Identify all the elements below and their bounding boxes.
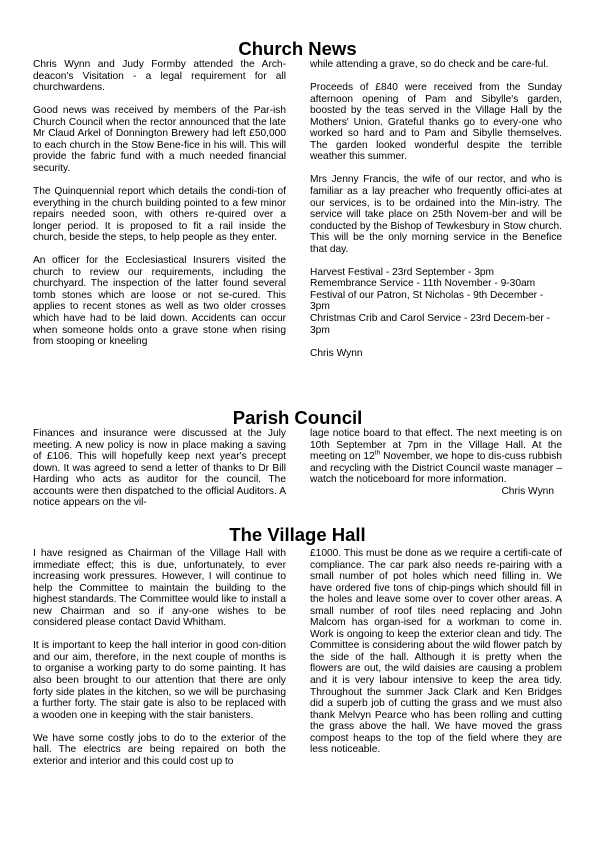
parish-council-signature: Chris Wynn: [501, 485, 554, 497]
village-hall-paragraph: I have resigned as Chairman of the Village Hall with immediate effect; this is due, unfortunately, to ever increasing work pressures. However, I will continue to help the Committee to maintain the building to the highest standards. The Committee would like to install a new Chairman and so if any-one wishes to be considered please contact David Whitham.: [33, 548, 286, 629]
village-hall-paragraph: £1000. This must be done as we require a certifi-cate of compliance. The car park also needs re-pairing with a small number of pot holes which need filling in. We have ordered five tons of chip-pings which should fill in the holes and leave some over to cover other areas. A small number of roof tiles need replacing and John Malcom has organ-ised for a workman to come in. Work is ongoing to keep the exterior clean and tidy. The Committee is considering about the wild flower patch by the side of the hall. Although it is pretty when the flowers are out, the wild daisies are causing a problem and it is very labour intensive to keep the area tidy. Throughout the summer Jack Clark and Ken Bridges did a superb job of cutting the grass and we must also thank Melvyn Pearce who has been rolling and cutting the grass above the hall. We have moved the grass compost heaps to the top of the field where they are less noticeable.: [310, 548, 562, 756]
parish-council-text: lage notice board to that effect. The next meeting is on 10th September at 7pm in the Village Hall. At the meeting on 12: [310, 428, 562, 463]
church-news-paragraph: Proceeds of £840 were received from the Sunday afternoon opening of Pam and Sibylle's garden, boosted by the teas served in the Village Hall by the Mothers' Union. Grateful thanks go to every-one who worked so hard and to Pam and Sibylle themselves. The garden looked wonderful despite the terrible weather this summer.: [310, 82, 562, 163]
schedule-item: Christmas Crib and Carol Service - 23rd Decem-ber - 3pm: [310, 313, 551, 336]
church-news-paragraph: An officer for the Ecclesiastical Insurers visited the church to review our requirements, including the churchyard. The inspection of the latter found several tomb stones which are loose or not se-cured. This applies to recent stones as well as two older crosses which have had to be laid down. Accidents can occur when someone holds onto a grave stone when rising from stooping or kneeling: [33, 255, 286, 348]
village-hall-paragraph: It is important to keep the hall interior in good con-dition and our aim, therefore, in the next couple of months is to organise a working party to do some painting. It has also been brought to our attention that there are only forty side plates in the kitchen, so we will be purchasing a further forty. The stair gate is also to be replaced with a wooden one in keeping with the stair banisters.: [33, 640, 286, 721]
parish-council-heading: Parish Council: [232, 407, 363, 428]
village-hall-right-column: [310, 548, 562, 756]
church-news-left-column: [33, 59, 286, 348]
church-news-paragraph: Chris Wynn and Judy Formby attended the Arch-deacon's Visitation - a legal requirement for all churchwardens.: [33, 59, 286, 94]
parish-council-paragraph: Finances and insurance were discussed at the July meeting. A new policy is now in place making a saving of £106. This will hopefully keep next year's precept down. It was agreed to send a letter of thanks to Dr Bill Harding who acts as auditor for the council. The accounts were then dispatched to the official Auditors. A notice appears on the vil-: [33, 428, 286, 509]
schedule-item: Harvest Festival - 23rd September - 3pm: [310, 266, 495, 278]
parish-council-right-column: [310, 428, 562, 497]
parish-council-text: November, we hope to dis-cuss rubbish and recycling with the District Council waste manager – watch the noticeboard for more information.: [310, 451, 563, 486]
church-news-paragraph: Mrs Jenny Francis, the wife of our rector, and who is familiar as a lay preacher who frequently offici-ates at our services, is to be ordained into the Min-istry. The service will take place on 25th Novem-ber and will be conducted by the Bishop of Tewkesbury in Stow church. This will be the only morning service in the Benefice that day.: [310, 174, 562, 255]
ordinal-suffix: th: [374, 449, 381, 457]
village-hall-heading: The Village Hall: [229, 524, 366, 545]
church-news-right-column: [310, 59, 562, 359]
church-news-paragraph: while attending a grave, so do check and be care-ful.: [310, 59, 549, 70]
church-news-paragraph: The Quinquennial report which details the condi-tion of everything in the church building pointed to a few minor repairs needed soon, with others re-quired over a longer period. It is proposed to fit a rail inside the church, beside the steps, to help people as they enter.: [33, 186, 286, 244]
church-news-paragraph: Good news was received by members of the Par-ish Church Council when the rector announced that the late Mr Claud Arkel of Donnington Brewery had left £50,000 to each church in the Stow Bene-fice in his will. This will provide the fabric fund with a much needed financial security.: [33, 105, 286, 174]
church-news-heading: Church News: [238, 38, 357, 59]
parish-council-paragraph: [310, 428, 563, 497]
schedule-item: Festival of our Patron, St Nicholas - 9th December - 3pm: [310, 289, 544, 313]
village-hall-paragraph: We have some costly jobs to do to the exterior of the hall. The electrics are being repaired on both the exterior and interior and this could cost up to: [33, 732, 286, 767]
village-hall-left-column: [33, 548, 286, 767]
church-news-signature: Chris Wynn: [310, 347, 363, 359]
parish-council-left-column: [33, 428, 286, 509]
service-schedule: [310, 267, 562, 336]
schedule-item: Remembrance Service - 11th November - 9-30am: [310, 278, 536, 290]
